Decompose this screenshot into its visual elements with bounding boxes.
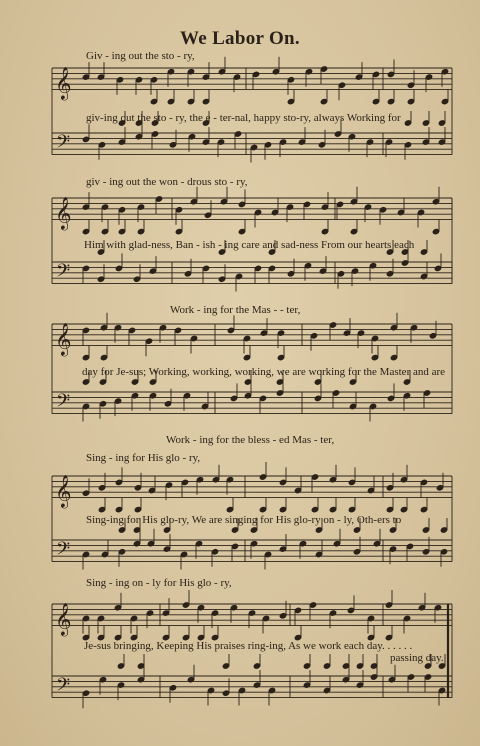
bass-clef-icon: 𝄢 xyxy=(56,675,71,701)
bass-clef-icon: 𝄢 xyxy=(56,539,71,565)
hymn-title: We Labor On. xyxy=(180,28,300,49)
lyric-line-3: giv - ing out the won - drous sto - ry, xyxy=(86,176,248,188)
lyric-line-9: Sing-ing for His glo-ry, We are singing for His glo-ry on - ly, Oth-ers to xyxy=(86,514,402,526)
lyric-line-11: Je-sus bringing, Keeping His praises ring-ing, As we work each day. . . . . . xyxy=(84,640,413,652)
lyric-line-7: Work - ing for the bless - ed Mas - ter, xyxy=(166,434,335,446)
lyric-line-5: Work - ing for the Mas - - ter, xyxy=(170,304,301,316)
lyric-line-4: Him with glad-ness, Ban - ish - ing care and sad-ness From our hearts each xyxy=(84,239,415,251)
bass-clef-icon: 𝄢 xyxy=(56,132,71,158)
bass-clef-icon: 𝄢 xyxy=(56,261,71,287)
bass-clef-icon: 𝄢 xyxy=(56,391,71,417)
treble-clef-icon: 𝄞 xyxy=(55,474,72,508)
lyric-line-12: passing day. xyxy=(390,652,444,664)
treble-clef-icon: 𝄞 xyxy=(55,602,72,636)
treble-clef-icon: 𝄞 xyxy=(55,322,72,356)
lyric-line-10: Sing - ing on - ly for His glo - ry, xyxy=(86,577,232,589)
lyric-line-6: day for Je-sus; Working, working, working, we are working for the Master and are xyxy=(82,366,446,378)
lyric-line-8: Sing - ing for His glo - ry, xyxy=(86,452,201,464)
treble-clef-icon: 𝄞 xyxy=(55,196,72,230)
lyric-line-1: Giv - ing out the sto - ry, xyxy=(86,50,195,62)
treble-clef-icon: 𝄞 xyxy=(55,66,72,100)
lyric-line-2: giv-ing out the sto - ry, the e - ter-nal, happy sto-ry, always Working for xyxy=(86,112,401,124)
